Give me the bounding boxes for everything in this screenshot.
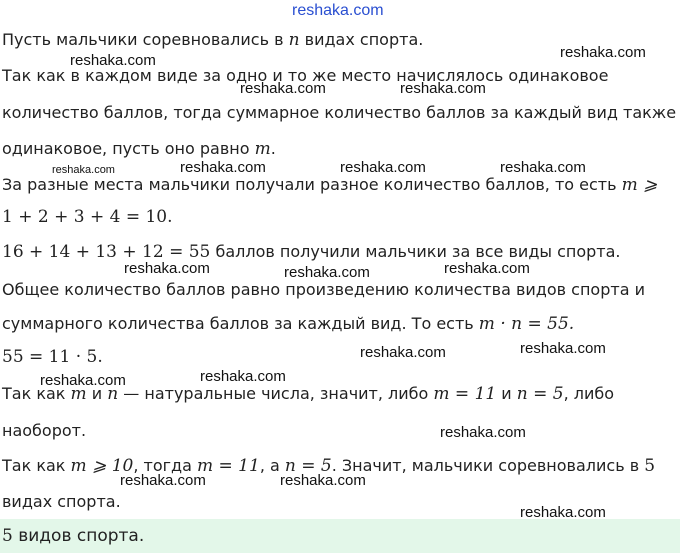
solution-line-6 [2, 207, 676, 227]
math-m: m [70, 384, 87, 404]
text: суммарного количества баллов за каждый вид. То есть [2, 314, 479, 333]
text: , либо [563, 384, 615, 403]
text: видах спорта. [299, 30, 424, 49]
watermark: reshaka.com [70, 52, 156, 69]
solution-line-9 [2, 314, 676, 334]
math-n: n [288, 30, 300, 50]
watermark: reshaka.com [520, 340, 606, 357]
watermark: reshaka.com [240, 80, 326, 97]
text: За разные места мальчики получали разное количество баллов, то есть [2, 175, 622, 194]
text: . Значит, мальчики соревновались в [331, 456, 645, 475]
solution-line-5 [2, 175, 676, 195]
watermark: reshaka.com [280, 472, 366, 489]
solution-line-3 [2, 103, 676, 123]
text: количество баллов, тогда суммарное количество баллов за каждый вид также [2, 103, 677, 122]
text: — натуральные числа, значит, либо [118, 384, 434, 403]
watermark: reshaka.com [284, 264, 370, 281]
answer-number: 5 [2, 526, 13, 546]
text: Так как [2, 384, 71, 403]
watermark: reshaka.com [440, 424, 526, 441]
text: . [270, 139, 276, 158]
math-sum: 1 + 2 + 3 + 4 = 10. [2, 207, 173, 227]
watermark: reshaka.com [40, 372, 126, 389]
answer-label: видов спорта. [12, 526, 145, 546]
text: Так как [2, 456, 71, 475]
watermark: reshaka.com [52, 164, 115, 176]
watermark: reshaka.com [400, 80, 486, 97]
solution-line-4 [2, 139, 676, 159]
math-n-eq: n = 5 [284, 456, 332, 476]
text: Общее количество баллов равно произведению количества видов спорта и [2, 280, 645, 299]
math-m-eq: m = 11 [197, 456, 260, 476]
watermark: reshaka.com [340, 159, 426, 176]
site-logo: reshaka.com [292, 2, 384, 19]
math-sum-total: 16 + 14 + 13 + 12 = 55 [2, 242, 211, 262]
math-product: m · n = 55. [478, 314, 575, 334]
math-five: 5 [644, 456, 656, 476]
solution-line-8 [2, 280, 676, 300]
math-factorization: 55 = 11 · 5. [2, 347, 103, 367]
watermark: reshaka.com [180, 159, 266, 176]
text: Пусть мальчики соревновались в [2, 30, 289, 49]
text: , а [259, 456, 285, 475]
watermark: reshaka.com [360, 344, 446, 361]
text: , тогда [133, 456, 197, 475]
math-n-eq: n = 5 [516, 384, 564, 404]
watermark: reshaka.com [444, 260, 530, 277]
text: и [496, 384, 517, 403]
text: одинаковое, пусть оно равно [2, 139, 255, 158]
solution-line-12 [2, 421, 676, 441]
text: наоборот. [2, 421, 87, 440]
solution-line-2 [2, 66, 676, 86]
math-inequality: m ⩾ [621, 175, 658, 195]
watermark: reshaka.com [124, 260, 210, 277]
text: видах спорта. [2, 492, 121, 511]
watermark: reshaka.com [520, 504, 606, 521]
watermark: reshaka.com [120, 472, 206, 489]
solution-line-7 [2, 242, 676, 262]
text: баллов получили мальчики за все виды спорта. [210, 242, 621, 261]
text: и [86, 384, 108, 403]
math-m-eq: m = 11 [433, 384, 497, 404]
answer-text [2, 526, 144, 546]
math-inequality: m ⩾ 10 [70, 456, 134, 476]
watermark: reshaka.com [560, 44, 646, 61]
math-m: m [254, 139, 271, 159]
text: Так как в каждом виде за одно и то же место начислялось одинаковое [2, 66, 609, 85]
watermark: reshaka.com [200, 368, 286, 385]
watermark: reshaka.com [500, 159, 586, 176]
math-n: n [107, 384, 119, 404]
